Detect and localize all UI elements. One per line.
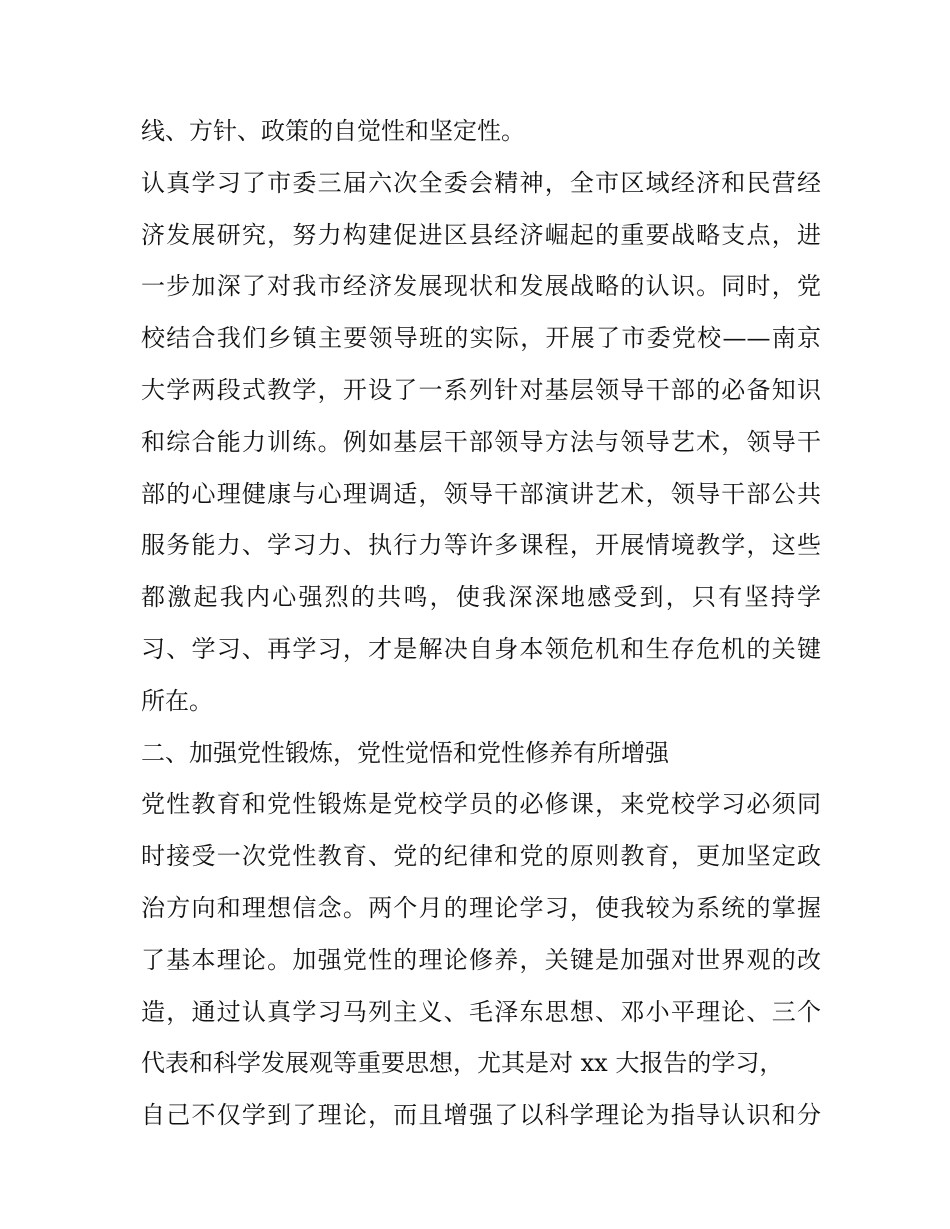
text-line: 校结合我们乡镇主要领导班的实际，开展了市委党校——南京 bbox=[141, 324, 821, 353]
text-line: 济发展研究，努力构建促进区县经济崛起的重要战略支点，进 bbox=[141, 220, 821, 249]
text-line: 造，通过认真学习马列主义、毛泽东思想、邓小平理论、三个 bbox=[141, 997, 821, 1026]
text-line: 都激起我内心强烈的共鸣，使我深深地感受到，只有坚持学 bbox=[141, 583, 821, 612]
text-line: 和综合能力训练。例如基层干部领导方法与领导艺术，领导干 bbox=[141, 427, 821, 456]
text-line: 一步加深了对我市经济发展现状和发展战略的认识。同时，党 bbox=[141, 272, 821, 301]
text-line: 时接受一次党性教育、党的纪律和党的原则教育，更加坚定政 bbox=[141, 842, 821, 871]
text-line: 习、学习、再学习，才是解决自身本领危机和生存危机的关键 bbox=[141, 634, 821, 663]
text-line: 治方向和理想信念。两个月的理论学习，使我较为系统的掌握 bbox=[141, 893, 821, 922]
text-line: 线、方针、政策的自觉性和坚定性。 bbox=[141, 117, 525, 145]
text-line: 服务能力、学习力、执行力等许多课程，开展情境教学，这些 bbox=[141, 531, 821, 560]
text-line: 党性教育和党性锻炼是党校学员的必修课，来党校学习必须同 bbox=[141, 790, 821, 819]
text-line: 大学两段式教学，开设了一系列针对基层领导干部的必备知识 bbox=[141, 375, 821, 404]
section-heading: 二、加强党性锻炼，党性觉悟和党性修养有所增强 bbox=[141, 738, 669, 767]
text-line: 部的心理健康与心理调适，领导干部演讲艺术，领导干部公共 bbox=[141, 479, 821, 508]
text-line: 代表和科学发展观等重要思想，尤其是对 xx 大报告的学习， bbox=[141, 1049, 784, 1078]
body-text bbox=[141, 106, 821, 1142]
text-line: 认真学习了市委三届六次全委会精神，全市区域经济和民营经 bbox=[141, 168, 821, 197]
text-line: 所在。 bbox=[141, 686, 213, 715]
text-line: 了基本理论。加强党性的理论修养，关键是加强对世界观的改 bbox=[141, 945, 821, 974]
text-line: 自己不仅学到了理论，而且增强了以科学理论为指导认识和分 bbox=[141, 1101, 821, 1130]
